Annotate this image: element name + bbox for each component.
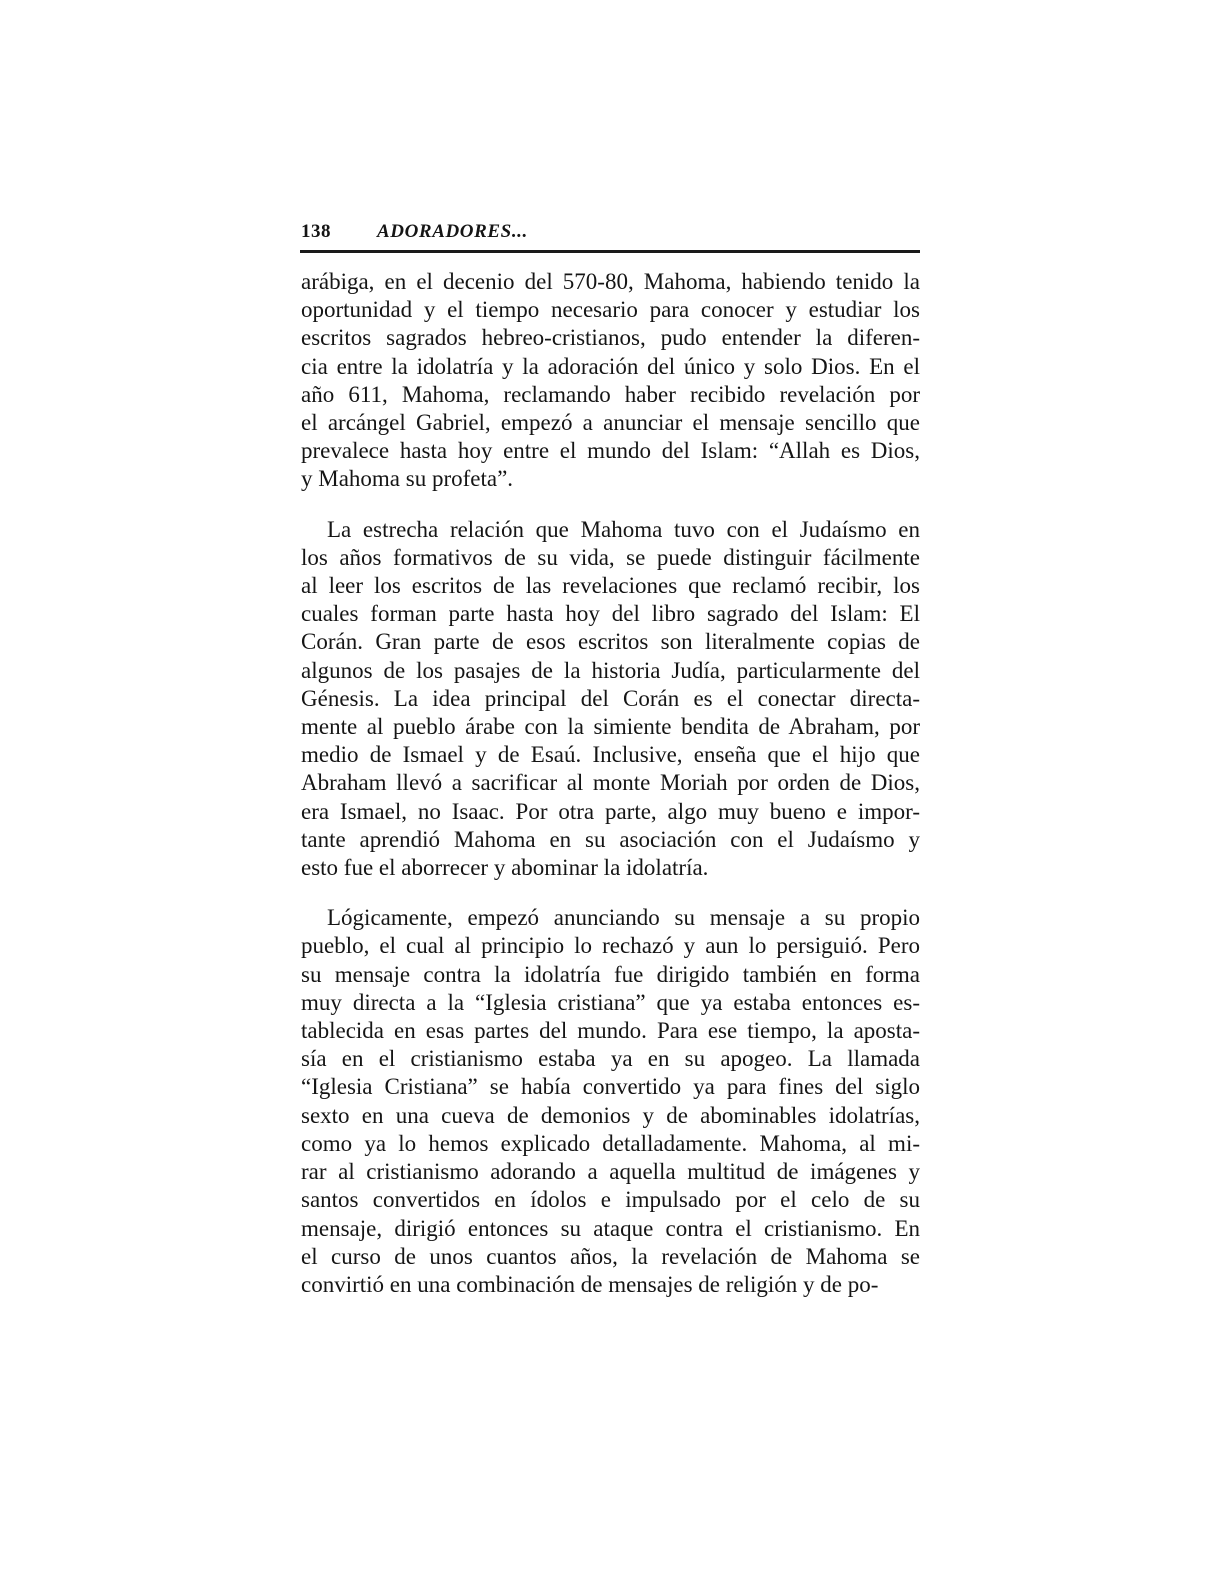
text-line: el arcángel Gabriel, empezó a anunciar el mensaje sencillo que [301,410,920,436]
page-body [301,268,920,1299]
text-line: tante aprendió Mahoma en su asociación con el Judaísmo y [301,826,920,852]
text-line: medio de Ismael y de Esaú. Inclusive, enseña que el hijo que [301,742,920,768]
text-line: año 611, Mahoma, reclamando haber recibido revelación por [301,381,920,407]
text-line: arábiga, en el decenio del 570-80, Mahoma, habiendo tenido la [301,269,920,294]
text-line: cia entre la idolatría y la adoración del único y solo Dios. En el [301,353,920,379]
text-line: era Ismael, no Isaac. Por otra parte, algo muy bueno e impor- [301,798,920,824]
text-line: al leer los escritos de las revelaciones que reclamó recibir, los [301,573,920,599]
text-line: muy directa a la “Iglesia cristiana” que ya estaba entonces es- [301,989,920,1015]
text-line: algunos de los pasajes de la historia Judía, particularmente del [301,657,920,683]
text-line: cuales forman parte hasta hoy del libro sagrado del Islam: El [301,601,920,627]
text-line: Génesis. La idea principal del Corán es el conectar directa- [301,685,920,711]
text-line: los años formativos de su vida, se puede distinguir fácilmente [301,544,920,570]
header-rule [300,250,920,253]
text-line: La estrecha relación que Mahoma tuvo con el Judaísmo en [327,516,920,542]
page-number: 138 [301,221,331,242]
text-line: pueblo, el cual al principio lo rechazó y aun lo persiguió. Pero [301,933,920,959]
paragraph [301,516,920,883]
text-line: oportunidad y el tiempo necesario para conocer y estudiar los [301,297,920,323]
text-line: santos convertidos en ídolos e impulsado por el celo de su [301,1187,920,1213]
text-line: mente al pueblo árabe con la simiente bendita de Abraham, por [301,714,920,740]
text-line: “Iglesia Cristiana” se había convertido ya para fines del siglo [301,1074,920,1100]
page-header [301,221,528,243]
text-line: su mensaje contra la idolatría fue dirigido también en forma [301,961,920,987]
text-line: prevalece hasta hoy entre el mundo del Islam: “Allah es Dios, [301,438,920,464]
text-line: y Mahoma su profeta”. [301,466,514,492]
text-line: esto fue el aborrecer y abominar la idolatría. [301,855,709,881]
paragraph [301,904,920,1299]
running-title: ADORADORES... [377,221,528,242]
text-line: tablecida en esas partes del mundo. Para ese tiempo, la aposta- [301,1018,920,1044]
text-line: rar al cristianismo adorando a aquella multitud de imágenes y [301,1159,920,1185]
text-line: Abraham llevó a sacrificar al monte Moriah por orden de Dios, [301,770,920,796]
text-line: sexto en una cueva de demonios y de abominables idolatrías, [301,1102,920,1128]
paragraph [301,268,920,494]
text-line: como ya lo hemos explicado detalladamente. Mahoma, al mi- [301,1130,920,1156]
text-line: el curso de unos cuantos años, la revelación de Mahoma se [301,1243,920,1269]
text-line: Lógicamente, empezó anunciando su mensaje a su propio [327,905,920,931]
text-line: sía en el cristianismo estaba ya en su apogeo. La llamada [301,1046,920,1072]
text-line: convirtió en una combinación de mensajes de religión y de po- [301,1271,879,1297]
text-line: escritos sagrados hebreo-cristianos, pudo entender la diferen- [301,325,920,351]
text-line: Corán. Gran parte de esos escritos son literalmente copias de [301,629,920,655]
text-line: mensaje, dirigió entonces su ataque contra el cristianismo. En [301,1215,920,1241]
